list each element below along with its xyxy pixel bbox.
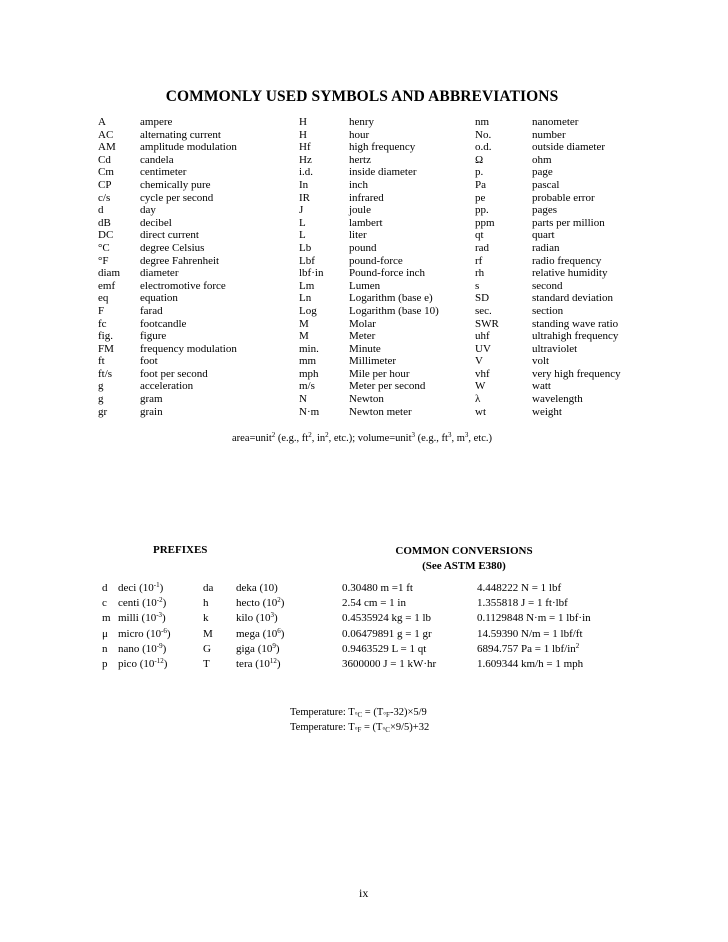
- abbr-symbol: g: [98, 393, 104, 406]
- prefix-name: centi $(10^{-2})$: [118, 596, 167, 610]
- abbr-symbol: V: [475, 355, 483, 368]
- abbr-symbol: diam: [98, 267, 120, 280]
- abbr-meaning: infrared: [349, 191, 384, 204]
- prefix-name-text: hecto (10: [236, 597, 278, 610]
- abbreviation-row: [0, 292, 728, 305]
- abbreviation-row: [0, 380, 728, 393]
- abbreviation-row: [0, 141, 728, 154]
- abbr-symbol: F: [98, 304, 105, 317]
- abbr-meaning: Molar: [349, 317, 376, 330]
- abbr-symbol: c/s: [98, 191, 111, 204]
- abbr-symbol: Ln: [299, 292, 312, 305]
- abbreviation-row: [0, 368, 728, 381]
- abbr-symbol: vhf: [475, 367, 490, 380]
- abbr-symbol: L: [299, 229, 306, 242]
- abbr-meaning: Minute: [349, 342, 381, 355]
- abbr-meaning: very high frequency: [532, 367, 621, 380]
- conversion-value: [477, 596, 568, 611]
- abbr-meaning: Logarithm (base 10): [349, 304, 439, 317]
- abbr-symbol: i.d.: [299, 166, 314, 179]
- superscript: 3: [411, 431, 416, 439]
- prefix-name-text: mega (10: [236, 627, 278, 640]
- superscript: -3: [156, 611, 163, 620]
- prefix-name-text: deci (10: [118, 582, 154, 594]
- conversion-value: [477, 611, 591, 626]
- formula-text: = (T: [362, 707, 384, 718]
- prefix-symbol: p: [102, 657, 108, 670]
- abbreviation-row: [0, 116, 728, 129]
- abbreviation-row: [0, 204, 728, 217]
- abbr-meaning: parts per million: [532, 216, 605, 229]
- abbr-meaning: number: [532, 128, 566, 141]
- abbr-symbol: H: [299, 128, 307, 141]
- superscript: -12: [154, 656, 164, 665]
- prefix-symbol: μ: [102, 627, 108, 640]
- abbreviation-row: [0, 255, 728, 268]
- superscript: 3: [270, 611, 275, 620]
- abbr-symbol: Ω: [475, 153, 484, 166]
- area-note-text: , in: [311, 433, 326, 444]
- abbr-meaning: henry: [349, 116, 375, 128]
- superscript: 3: [447, 431, 452, 439]
- abbr-meaning: liter: [349, 229, 367, 242]
- page-number: ix: [359, 886, 369, 900]
- prefix-symbol: G: [203, 642, 211, 655]
- abbr-symbol: N: [299, 393, 307, 406]
- conversion-value: [477, 642, 579, 657]
- abbr-symbol: Log: [299, 304, 317, 317]
- abbr-meaning: Lumen: [349, 279, 381, 292]
- abbr-meaning: foot: [140, 355, 158, 368]
- abbr-symbol: d: [98, 204, 104, 217]
- abbr-symbol: DC: [98, 229, 114, 242]
- abbreviation-row: [0, 154, 728, 167]
- abbr-symbol: Hz: [299, 153, 312, 166]
- conversion-text: 14.59390 N/m = 1 lbf/ft: [477, 627, 583, 640]
- abbr-meaning: pound-force: [349, 254, 403, 267]
- area-volume-note: [232, 433, 492, 444]
- conversion-text: 6894.757 Pa = 1 lbf/in: [477, 642, 576, 655]
- abbr-meaning: direct current: [140, 229, 199, 242]
- abbr-meaning: high frequency: [349, 141, 416, 154]
- abbr-symbol: rad: [475, 241, 490, 254]
- abbr-meaning: alternating current: [140, 128, 221, 141]
- prefix-symbol: d: [102, 582, 108, 594]
- abbr-symbol: J: [299, 204, 304, 217]
- prefix-symbol: M: [203, 627, 213, 640]
- temperature-celsius-formula: [290, 707, 427, 718]
- abbr-meaning: grain: [140, 405, 163, 418]
- abbr-meaning: watt: [532, 380, 551, 393]
- abbr-symbol: Lm: [299, 279, 315, 292]
- superscript: 2: [325, 431, 329, 439]
- abbr-symbol: Lbf: [299, 254, 315, 267]
- abbr-symbol: Hf: [299, 141, 311, 154]
- prefix-name: kilo $(10^3)$: [236, 611, 278, 625]
- abbr-meaning: page: [532, 166, 553, 179]
- abbr-symbol: SWR: [475, 317, 499, 330]
- abbr-symbol: eq: [98, 292, 109, 305]
- abbr-meaning: acceleration: [140, 380, 194, 393]
- superscript: -6: [161, 626, 167, 635]
- abbr-symbol: fig.: [98, 330, 113, 343]
- abbr-symbol: pe: [475, 191, 486, 204]
- abbreviation-row: [0, 192, 728, 205]
- abbr-meaning: Logarithm (base e): [349, 292, 433, 305]
- abbr-meaning: pages: [532, 204, 558, 217]
- abbreviation-row: [0, 129, 728, 142]
- abbreviation-row: [0, 179, 728, 192]
- abbreviation-row: [0, 355, 728, 368]
- prefix-name-text: micro (10: [118, 627, 162, 640]
- prefix-name-text: kilo (10: [236, 612, 271, 625]
- abbr-meaning: inch: [349, 178, 368, 191]
- abbreviation-row: [0, 393, 728, 406]
- abbr-symbol: Pa: [475, 178, 486, 191]
- abbreviation-row: [0, 267, 728, 280]
- prefix-name-text: milli (10: [118, 612, 157, 625]
- prefix-name-text: giga (10: [236, 642, 273, 655]
- abbr-symbol: lbf·in: [299, 267, 324, 280]
- abbr-symbol: N·m: [299, 405, 320, 418]
- abbr-meaning: inside diameter: [349, 166, 417, 179]
- abbr-meaning: chemically pure: [140, 178, 211, 191]
- subscript: °F: [354, 726, 362, 734]
- conversion-value: 0.9463529 L = 1 qt: [342, 642, 427, 655]
- abbr-symbol: dB: [98, 216, 111, 229]
- prefix-row: [0, 657, 728, 672]
- abbr-meaning: Millimeter: [349, 355, 397, 368]
- abbr-symbol: AM: [98, 141, 116, 154]
- abbr-symbol: sec.: [475, 304, 492, 317]
- abbr-meaning: gram: [140, 393, 163, 406]
- prefix-name-text: pico (10: [118, 657, 155, 670]
- prefix-row: [0, 611, 728, 626]
- superscript: -9: [156, 641, 163, 650]
- abbr-meaning: quart: [532, 229, 555, 242]
- abbr-meaning: farad: [140, 304, 163, 317]
- formula-symbol: T: [348, 722, 355, 733]
- superscript: 6: [277, 626, 281, 635]
- prefix-row: [0, 642, 728, 657]
- abbr-symbol: s: [475, 279, 480, 292]
- conversion-value: 3600000 J = 1 kW·hr: [342, 657, 437, 670]
- abbr-symbol: m/s: [299, 380, 315, 393]
- abbr-symbol: Cm: [98, 166, 114, 179]
- abbr-symbol: Cd: [98, 153, 111, 166]
- subscript: °F: [383, 711, 390, 719]
- superscript: -1: [153, 581, 160, 589]
- abbr-symbol: λ: [475, 393, 481, 406]
- abbr-symbol: ft/s: [98, 367, 113, 380]
- prefix-name: milli $(10^{-3})$: [118, 611, 166, 625]
- prefix-row: [0, 581, 728, 596]
- abbr-meaning: probable error: [532, 191, 595, 204]
- abbr-meaning: second: [532, 279, 563, 292]
- prefix-name: hecto $(10^2)$: [236, 596, 285, 610]
- prefix-name-text: tera (10: [236, 657, 270, 670]
- prefix-name: tera $(10^{12})$: [236, 656, 281, 670]
- abbr-meaning: pound: [349, 241, 377, 254]
- conversions-heading-subtitle: (See ASTM E380): [422, 559, 506, 572]
- abbr-symbol: mph: [299, 367, 319, 380]
- conversion-value: 0.06479891 g = 1 gr: [342, 627, 432, 640]
- abbr-symbol: g: [98, 380, 104, 393]
- prefix-name: deci $(10^{-1})$: [118, 581, 164, 594]
- abbr-symbol: °F: [98, 254, 109, 267]
- abbr-meaning: standard deviation: [532, 292, 613, 305]
- formula-text: = (T: [361, 722, 383, 733]
- abbr-symbol: Lb: [299, 241, 312, 254]
- subscript: °C: [382, 726, 390, 734]
- abbr-symbol: rh: [475, 267, 485, 280]
- area-note-text: , etc.); volume=unit: [328, 433, 412, 444]
- conversion-value: [477, 627, 583, 642]
- abbr-meaning: electromotive force: [140, 279, 226, 292]
- prefix-name: micro $(10^{-6})$: [118, 626, 171, 640]
- abbr-meaning: weight: [532, 405, 562, 418]
- abbreviation-row: [0, 242, 728, 255]
- abbr-symbol: pp.: [475, 204, 489, 217]
- abbr-meaning: frequency modulation: [140, 342, 237, 355]
- abbr-symbol: nm: [475, 116, 490, 128]
- abbr-symbol: min.: [299, 342, 319, 355]
- abbr-meaning: joule: [349, 204, 371, 217]
- subscript: °C: [354, 711, 363, 719]
- conversion-value: 0.4535924 kg = 1 lb: [342, 612, 432, 625]
- abbr-meaning: Meter per second: [349, 380, 426, 393]
- conversions-heading-title: COMMON CONVERSIONS: [395, 545, 533, 557]
- formula-symbol: T: [348, 707, 355, 718]
- conversion-value: [477, 581, 561, 596]
- abbr-symbol: AC: [98, 128, 114, 141]
- abbr-meaning: radian: [532, 241, 560, 254]
- conversion-value: 0.30480 m =1 ft: [342, 582, 413, 594]
- prefix-row: [0, 596, 728, 611]
- abbr-meaning: ultrahigh frequency: [532, 330, 619, 343]
- abbr-meaning: Mile per hour: [349, 367, 410, 380]
- prefix-symbol: T: [203, 657, 210, 670]
- abbr-symbol: H: [299, 116, 307, 128]
- abbr-symbol: FM: [98, 342, 114, 355]
- abbr-meaning: ampere: [140, 116, 173, 128]
- abbr-symbol: W: [475, 380, 486, 393]
- abbr-meaning: relative humidity: [532, 267, 608, 280]
- conversion-text: 4.448222 N = 1 lbf: [477, 582, 562, 594]
- abbr-meaning: pascal: [532, 178, 560, 191]
- abbr-meaning: Newton: [349, 393, 384, 406]
- conversion-text: 0.1129848 N·m = 1 lbf·in: [477, 612, 591, 625]
- superscript: 2: [575, 641, 580, 650]
- abbr-symbol: gr: [98, 405, 108, 418]
- abbr-meaning: section: [532, 304, 564, 317]
- abbr-symbol: In: [299, 178, 309, 191]
- area-note-text: (e.g., ft: [275, 433, 309, 444]
- abbr-symbol: emf: [98, 279, 116, 292]
- abbr-symbol: No.: [475, 128, 492, 141]
- area-note-text: (e.g., ft: [415, 433, 448, 444]
- abbr-meaning: lambert: [349, 216, 383, 229]
- abbr-meaning: Pound-force inch: [349, 267, 426, 280]
- superscript: 12: [269, 656, 277, 665]
- temperature-fahrenheit-formula: [290, 722, 429, 733]
- prefix-name-text: nano (10: [118, 642, 157, 655]
- abbr-meaning: outside diameter: [532, 141, 606, 154]
- temperature-label: Temperature:: [290, 722, 346, 733]
- superscript: 2: [277, 596, 281, 605]
- prefix-symbol: da: [203, 582, 214, 594]
- abbr-meaning: degree Celsius: [140, 241, 205, 254]
- prefix-name: giga $(10^9)$: [236, 641, 280, 655]
- abbr-symbol: SD: [475, 292, 490, 305]
- abbreviation-row: [0, 166, 728, 179]
- abbr-symbol: M: [299, 330, 309, 343]
- abbreviations-table: [0, 116, 728, 418]
- superscript: 3: [464, 431, 469, 439]
- abbr-meaning: standing wave ratio: [532, 317, 619, 330]
- abbr-symbol: p.: [475, 166, 484, 179]
- abbr-meaning: decibel: [140, 216, 172, 229]
- conversion-value: 2.54 cm = 1 in: [342, 597, 406, 610]
- abbr-symbol: rf: [475, 254, 483, 267]
- prefix-name: mega $(10^6)$: [236, 626, 285, 640]
- abbr-symbol: ft: [98, 355, 105, 368]
- formula-text: -32)×5/9: [389, 707, 427, 718]
- abbreviation-row: [0, 217, 728, 230]
- abbr-meaning: figure: [140, 330, 167, 343]
- abbr-meaning: volt: [532, 355, 550, 368]
- abbr-meaning: amplitude modulation: [140, 141, 237, 154]
- abbr-symbol: uhf: [475, 330, 490, 343]
- abbr-meaning: diameter: [140, 267, 179, 280]
- abbr-symbol: °C: [98, 241, 110, 254]
- abbr-meaning: wavelength: [532, 393, 583, 406]
- abbr-symbol: fc: [98, 317, 107, 330]
- superscript: 2: [308, 431, 312, 439]
- abbr-meaning: Meter: [349, 330, 376, 343]
- abbr-symbol: A: [98, 116, 106, 128]
- abbr-symbol: o.d.: [475, 141, 492, 154]
- abbr-symbol: UV: [475, 342, 491, 355]
- prefix-name: pico $(10^{-12})$: [118, 656, 168, 670]
- prefixes-heading: PREFIXES: [153, 544, 208, 556]
- abbr-meaning: candela: [140, 153, 174, 166]
- superscript: 2: [271, 431, 276, 439]
- abbreviation-row: [0, 330, 728, 343]
- prefix-symbol: k: [203, 612, 209, 625]
- prefix-name: [236, 581, 278, 596]
- abbreviation-row: [0, 229, 728, 242]
- abbr-symbol: qt: [475, 229, 484, 242]
- abbr-meaning: equation: [140, 292, 178, 305]
- abbr-meaning: nanometer: [532, 116, 579, 128]
- prefix-symbol: c: [102, 597, 107, 610]
- abbr-meaning: degree Fahrenheit: [140, 254, 220, 267]
- abbr-meaning: foot per second: [140, 367, 208, 380]
- abbr-meaning: centimeter: [140, 166, 187, 179]
- abbr-symbol: wt: [475, 405, 486, 418]
- abbr-meaning: ultraviolet: [532, 342, 578, 355]
- conversions-heading: [389, 544, 539, 573]
- abbreviation-row: [0, 305, 728, 318]
- abbreviation-row: [0, 280, 728, 293]
- superscript: 9: [272, 641, 276, 650]
- abbr-meaning: radio frequency: [532, 254, 602, 267]
- abbr-meaning: cycle per second: [140, 191, 214, 204]
- conversion-value: [477, 657, 583, 672]
- area-note-text: , m: [451, 433, 465, 444]
- superscript: -2: [156, 596, 163, 605]
- abbr-symbol: M: [299, 317, 309, 330]
- prefix-symbol: h: [203, 597, 209, 610]
- abbr-meaning: ohm: [532, 153, 552, 166]
- prefix-name-text: deka (10): [236, 582, 278, 594]
- prefix-name: nano $(10^{-9})$: [118, 641, 167, 655]
- temperature-label: Temperature:: [290, 707, 346, 718]
- prefix-row: [0, 627, 728, 642]
- conversion-text: 1.609344 km/h = 1 mph: [477, 657, 584, 670]
- prefixes-table: [0, 581, 728, 672]
- abbreviation-row: [0, 406, 728, 419]
- abbr-symbol: L: [299, 216, 306, 229]
- prefix-symbol: m: [102, 612, 111, 625]
- abbr-meaning: Newton meter: [349, 405, 412, 418]
- abbr-meaning: day: [140, 204, 156, 217]
- abbr-meaning: hour: [349, 128, 370, 141]
- conversion-text: 1.355818 J = 1 ft·lbf: [477, 597, 568, 610]
- abbr-meaning: footcandle: [140, 317, 187, 330]
- abbr-symbol: ppm: [475, 216, 495, 229]
- abbreviation-row: [0, 318, 728, 331]
- area-note-text: , etc.): [468, 433, 493, 444]
- formula-text: ×9/5)+32: [389, 722, 430, 733]
- prefix-symbol: n: [102, 642, 108, 655]
- abbr-symbol: mm: [299, 355, 317, 368]
- abbr-symbol: IR: [299, 191, 310, 204]
- page-title: COMMONLY USED SYMBOLS AND ABBREVIATIONS: [165, 88, 559, 105]
- abbreviation-row: [0, 343, 728, 356]
- area-note-text: area=unit: [232, 433, 272, 444]
- abbr-symbol: CP: [98, 178, 112, 191]
- abbr-meaning: hertz: [349, 153, 371, 166]
- prefix-name-text: centi (10: [118, 597, 157, 610]
